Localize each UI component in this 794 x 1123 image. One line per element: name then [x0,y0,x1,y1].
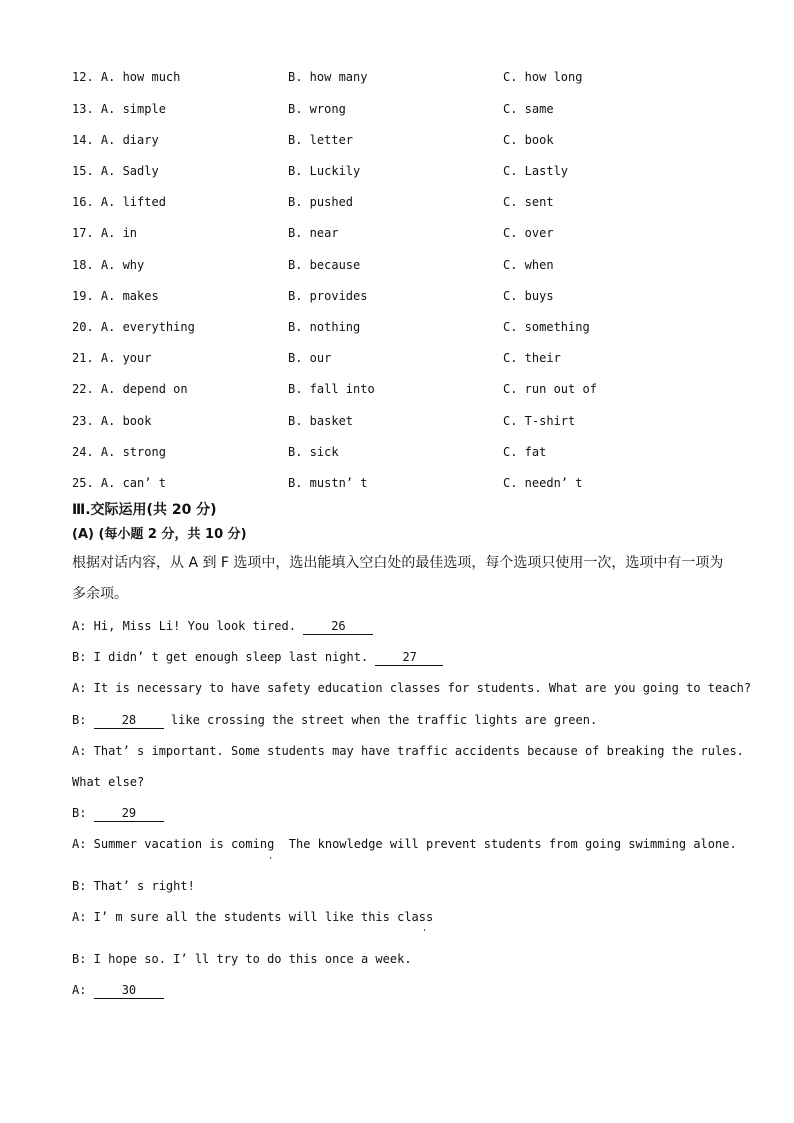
option-row-15 [0,161,794,181]
option-c: C. when [503,258,554,272]
blank-28[interactable] [94,712,164,729]
option-b: B. nothing [288,320,361,334]
option-a: 25. A. can’ t [72,476,166,490]
dialogue-line: A: Summer vacation is coming The knowledge will prevent students from going swimming alone. [72,837,737,851]
section-part: (A) (每小题 2 分，共 10 分) [72,527,247,542]
instruction-line-1: 根据对话内容，从 A 到 F 选项中，选出能填入空白处的最佳选项，每个选项只使用一次，选项中有一项为 [72,555,724,571]
option-row-16 [0,192,794,212]
option-c: C. needn’ t [503,476,583,490]
option-b: B. fall into [288,382,375,396]
option-a: 21. A. your [72,351,152,365]
blank-29[interactable] [94,805,164,822]
option-c: C. book [503,133,554,147]
option-b: B. letter [288,133,354,147]
dialogue-text: A: Hi, Miss Li! You look tired. [72,619,304,633]
option-row-13 [0,99,794,119]
dialogue-line [72,803,164,823]
dialogue-line: A: That’ s important. Some students may have traffic accidents because of breaking the rules. [72,744,744,758]
dialogue-text: B: [72,713,94,727]
dialogue-line: B: I hope so. I’ ll try to do this once a week. [72,952,412,966]
option-a: 12. A. how much [72,70,181,84]
dialogue-text: like crossing the street when the traffic lights are green. [163,713,598,727]
option-c: C. over [503,226,554,240]
blank-26[interactable] [303,618,373,635]
dialogue-line [72,647,443,667]
option-b: B. provides [288,289,368,303]
dialogue-line [72,980,164,1000]
dialogue-line [72,710,597,730]
option-a: 19. A. makes [72,289,159,303]
option-row-12 [0,67,794,87]
option-row-25 [0,473,794,493]
option-b: B. pushed [288,195,354,209]
option-c: C. sent [503,195,554,209]
option-a: 15. A. Sadly [72,164,159,178]
instruction-line-2: 多余项。 [72,586,128,602]
option-b: B. our [288,351,332,365]
option-a: 24. A. strong [72,445,166,459]
option-a: 17. A. in [72,226,138,240]
print-speck [270,857,271,859]
option-c: C. Lastly [503,164,569,178]
option-c: C. their [503,351,561,365]
blank-number: 29 [121,806,137,820]
blank-number: 27 [402,650,417,664]
dialogue-text: B: I didn’ t get enough sleep last night. [72,650,376,664]
option-row-24 [0,442,794,462]
dialogue-line: What else? [72,775,145,789]
option-b: B. because [288,258,361,272]
option-row-20 [0,317,794,337]
option-row-18 [0,255,794,275]
option-a: 14. A. diary [72,133,159,147]
option-b: B. wrong [288,102,346,116]
dialogue-text: B: [72,806,94,820]
option-b: B. mustn’ t [288,476,368,490]
section-title: Ⅲ.交际运用(共 20 分) [72,502,217,518]
option-row-22 [0,379,794,399]
option-c: C. fat [503,445,547,459]
option-a: 18. A. why [72,258,145,272]
blank-number: 26 [331,619,346,633]
option-row-23 [0,411,794,431]
option-b: B. sick [288,445,339,459]
option-b: B. near [288,226,339,240]
option-b: B. Luckily [288,164,361,178]
option-row-21 [0,348,794,368]
option-c: C. how long [503,70,583,84]
dialogue-line [72,616,373,636]
blank-30[interactable] [94,982,164,999]
blank-27[interactable] [375,649,443,666]
option-a: 20. A. everything [72,320,195,334]
option-c: C. same [503,102,554,116]
option-b: B. how many [288,70,368,84]
dialogue-line: B: That’ s right! [72,879,195,893]
option-b: B. basket [288,414,354,428]
option-c: C. buys [503,289,554,303]
option-a: 13. A. simple [72,102,166,116]
blank-number: 30 [121,983,137,997]
dialogue-line: A: It is necessary to have safety education classes for students. What are you going to teach? [72,681,752,695]
option-row-17 [0,223,794,243]
blank-number: 28 [121,713,137,727]
option-c: C. T-shirt [503,414,576,428]
option-row-19 [0,286,794,306]
option-row-14 [0,130,794,150]
option-a: 16. A. lifted [72,195,166,209]
option-c: C. something [503,320,590,334]
option-a: 22. A. depend on [72,382,188,396]
print-speck [424,929,425,931]
option-c: C. run out of [503,382,597,396]
option-a: 23. A. book [72,414,152,428]
dialogue-line: A: I’ m sure all the students will like this class [72,910,434,924]
dialogue-text: A: [72,983,94,997]
